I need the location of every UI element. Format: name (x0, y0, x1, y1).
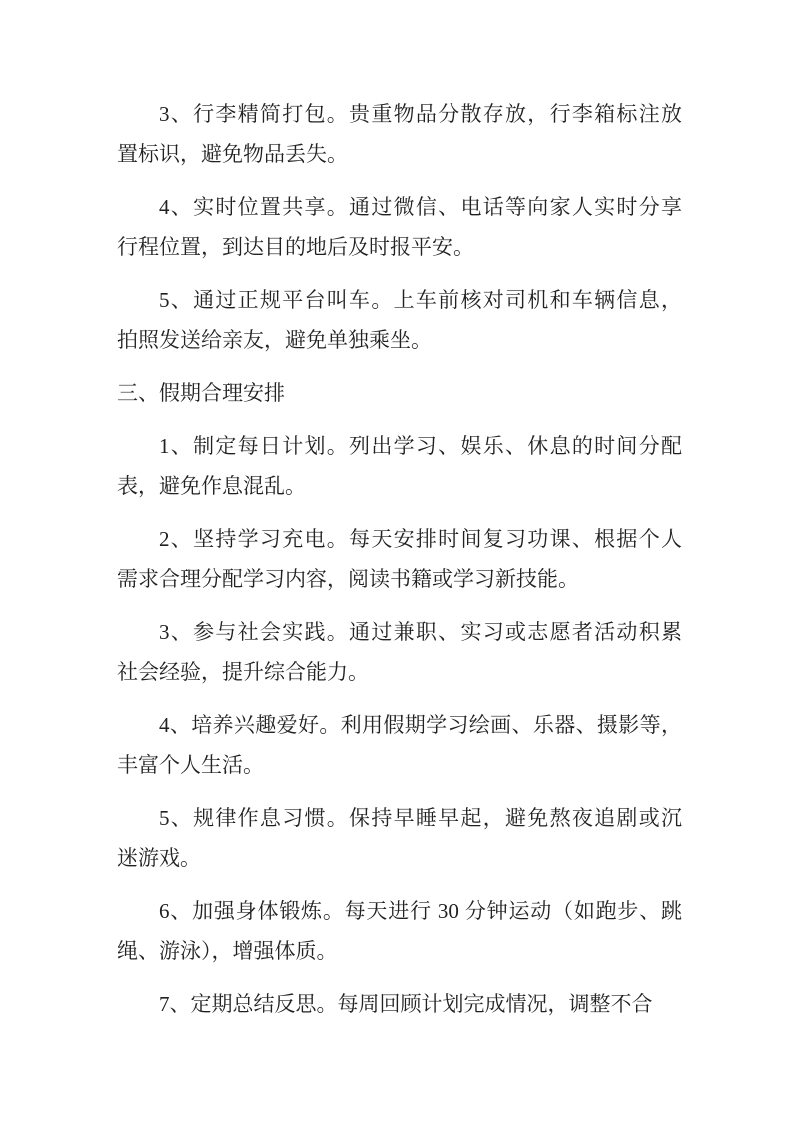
list-paragraph (117, 187, 682, 267)
text-line: 拍照发送给亲友，避免单独乘坐。 (117, 328, 432, 352)
text-line: 置标识，避免物品丢失。 (117, 142, 348, 166)
document-body (117, 94, 682, 1024)
text-line: 绳、游泳），增强体质。 (117, 939, 338, 963)
text-line: 5、通过正规平台叫车。上车前核对司机和车辆信息， (159, 288, 682, 312)
text-line: 7、定期总结反思。每周回顾计划完成情况，调整不合 (159, 992, 653, 1016)
text-line: 社会经验，提升综合能力。 (117, 660, 369, 684)
text-line: 表，避免作息混乱。 (117, 474, 306, 498)
list-paragraph (117, 705, 682, 785)
list-paragraph (117, 94, 682, 174)
text-line: 丰富个人生活。 (117, 753, 264, 777)
text-line: 6、加强身体锻炼。每天进行 30 分钟运动（如跑步、跳 (159, 899, 682, 923)
list-paragraph (117, 519, 682, 599)
section-heading-text: 三、假期合理安排 (117, 381, 285, 405)
list-paragraph (117, 426, 682, 506)
text-line: 1、制定每日计划。列出学习、娱乐、休息的时间分配 (159, 434, 682, 458)
text-line: 4、培养兴趣爱好。利用假期学习绘画、乐器、摄影等， (159, 713, 682, 737)
text-line: 3、参与社会实践。通过兼职、实习或志愿者活动积累 (159, 620, 682, 644)
section-heading (117, 373, 682, 413)
list-paragraph (117, 280, 682, 360)
list-paragraph (117, 798, 682, 878)
list-paragraph (117, 984, 682, 1024)
text-line: 4、实时位置共享。通过微信、电话等向家人实时分享 (159, 195, 682, 219)
text-line: 2、坚持学习充电。每天安排时间复习功课、根据个人 (159, 527, 682, 551)
text-line: 3、行李精简打包。贵重物品分散存放，行李箱标注放 (159, 102, 682, 126)
text-line: 5、规律作息习惯。保持早睡早起，避免熬夜追剧或沉 (159, 806, 682, 830)
list-paragraph (117, 891, 682, 971)
list-paragraph (117, 612, 682, 692)
text-line: 行程位置，到达目的地后及时报平安。 (117, 235, 474, 259)
text-line: 需求合理分配学习内容，阅读书籍或学习新技能。 (117, 567, 579, 591)
text-line: 迷游戏。 (117, 846, 201, 870)
